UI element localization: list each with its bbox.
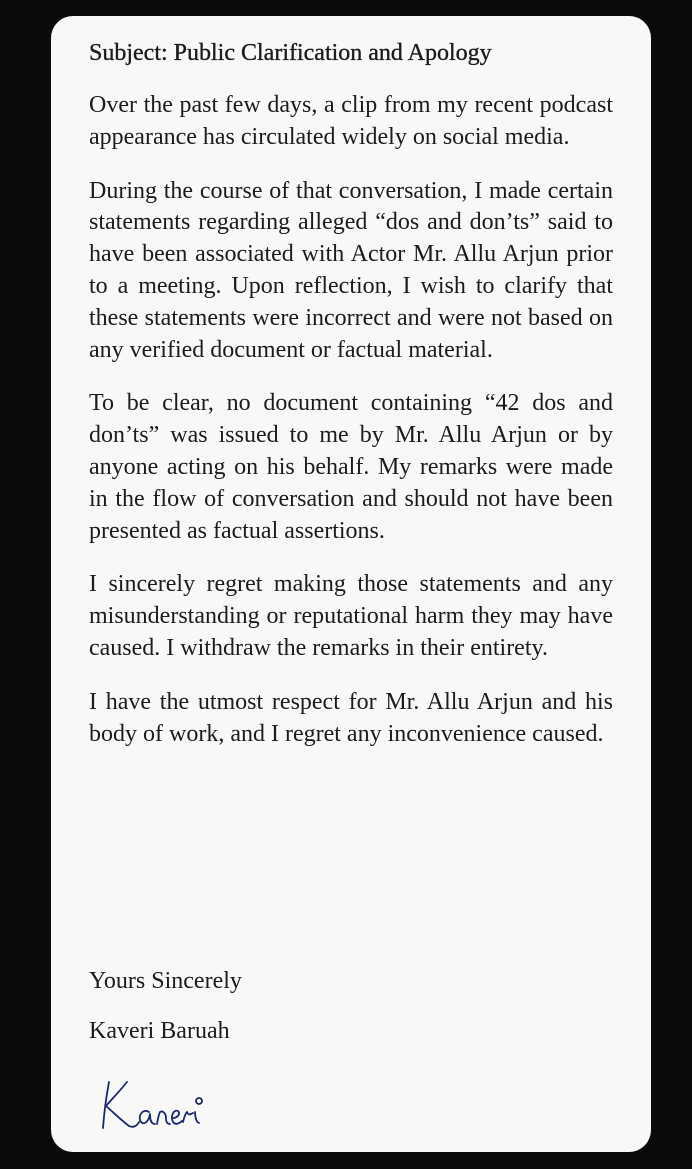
signature-stroke-a: [140, 1111, 155, 1124]
signature-dot: [196, 1098, 202, 1104]
letter-card: [51, 16, 651, 1152]
letter-closing: Yours Sincerely: [89, 968, 242, 994]
signature-stroke-r: [183, 1112, 193, 1122]
letter-paragraph-4: I sincerely regret making those statements and any misunderstanding or reputational harm they may have caused. I withdraw the remarks in their entirety.: [89, 571, 613, 661]
letter-subject: Subject: Public Clarification and Apology: [89, 40, 492, 66]
letter-sender-name: Kaveri Baruah: [89, 1018, 230, 1044]
letter-paragraph-1: Over the past few days, a clip from my recent podcast appearance has circulated widely on social media.: [89, 92, 613, 150]
letter-paragraph-3: To be clear, no document containing “42 dos and don’ts” was issued to me by Mr. Allu Arjun or by anyone acting on his behalf. My remarks were made in the flow of conversation and should not have been presented as factual assertions.: [89, 390, 613, 544]
handwritten-signature: [95, 1068, 245, 1138]
signature-stroke-k-arms: [106, 1082, 139, 1127]
signature-stroke-e: [172, 1111, 182, 1124]
letter-paragraph-2: During the course of that conversation, I made certain statements regarding alleged “dos and don’ts” said to have been associated with Actor Mr. Allu Arjun prior to a meeting. Upon reflection, I wish to clarify that these statements were incorrect and were not based on any verified document or factual material.: [89, 177, 613, 363]
letter-paragraph-5: I have the utmost respect for Mr. Allu Arjun and his body of work, and I regret any inconvenience caused.: [89, 688, 613, 747]
signature-stroke-i: [195, 1112, 199, 1123]
signature-stroke-n: [157, 1111, 170, 1124]
